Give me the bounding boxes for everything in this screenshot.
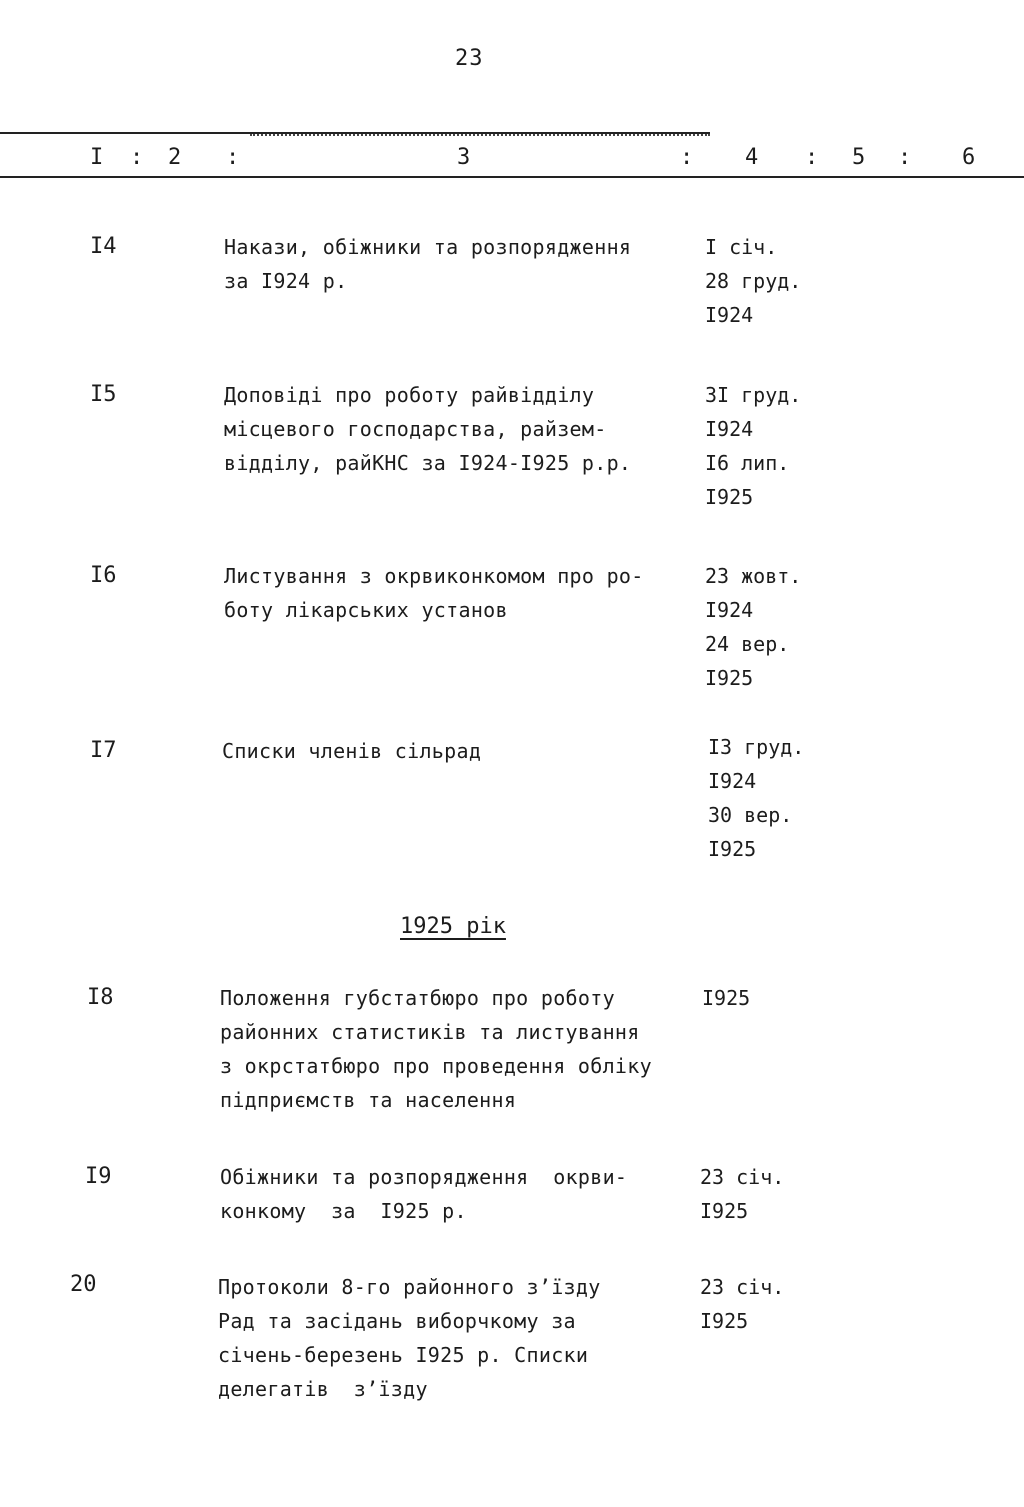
date-line: I6 лип. bbox=[705, 451, 790, 475]
title-line: січень-березень I925 р. Списки bbox=[218, 1343, 589, 1367]
title-line: боту лікарських установ bbox=[224, 598, 508, 622]
row-title bbox=[224, 230, 631, 298]
title-line: Листування з окрвиконкомом про ро- bbox=[224, 564, 644, 588]
date-line: I924 bbox=[708, 769, 757, 793]
title-line: за I924 р. bbox=[224, 269, 348, 293]
date-line: 23 жовт. bbox=[705, 564, 802, 588]
header-rule-top-dotted bbox=[250, 134, 710, 136]
row-number: I5 bbox=[90, 382, 117, 407]
date-line: I925 bbox=[708, 837, 757, 861]
header-rule-bottom bbox=[0, 176, 1024, 178]
row-title bbox=[218, 1270, 601, 1406]
date-line: I924 bbox=[705, 598, 754, 622]
row-dates bbox=[702, 981, 750, 1015]
row-dates bbox=[700, 1160, 784, 1228]
row-title bbox=[220, 981, 652, 1117]
row-number: I7 bbox=[90, 738, 117, 763]
title-line: Положення губстатбюро про роботу bbox=[220, 986, 615, 1010]
column-separator: : bbox=[805, 145, 819, 170]
date-line: I924 bbox=[705, 417, 754, 441]
title-line: Списки членів сільрад bbox=[222, 739, 482, 763]
title-line: Обіжники та розпорядження окрви- bbox=[220, 1165, 628, 1189]
date-line: I3 груд. bbox=[708, 735, 805, 759]
row-number: I8 bbox=[87, 985, 114, 1010]
column-header-4: 4 bbox=[745, 145, 759, 170]
date-line: I924 bbox=[705, 303, 754, 327]
date-line: I925 bbox=[700, 1309, 749, 1333]
column-header-2: 2 bbox=[168, 145, 182, 170]
row-dates bbox=[705, 230, 801, 332]
title-line: конкому за I925 р. bbox=[220, 1199, 467, 1223]
date-line: I925 bbox=[705, 485, 754, 509]
date-line: 30 вер. bbox=[708, 803, 793, 827]
title-line: відділу, райКНС за I924-I925 р.р. bbox=[224, 451, 632, 475]
column-header-5: 5 bbox=[852, 145, 866, 170]
title-line: районних статистиків та листування bbox=[220, 1020, 640, 1044]
row-number: 20 bbox=[70, 1272, 97, 1297]
column-separator: : bbox=[898, 145, 912, 170]
date-line: 23 січ. bbox=[700, 1275, 785, 1299]
date-line: I925 bbox=[700, 1199, 749, 1223]
row-dates bbox=[705, 378, 801, 514]
title-line: Рад та засідань виборчкому за bbox=[218, 1309, 576, 1333]
column-separator: : bbox=[130, 145, 144, 170]
row-dates bbox=[708, 730, 804, 866]
title-line: Накази, обіжники та розпорядження bbox=[224, 235, 632, 259]
date-line: 24 вер. bbox=[705, 632, 790, 656]
row-title bbox=[222, 734, 481, 768]
row-number: I6 bbox=[90, 563, 117, 588]
section-heading: 1925 рік bbox=[400, 914, 506, 939]
row-dates bbox=[700, 1270, 784, 1338]
column-separator: : bbox=[226, 145, 240, 170]
row-title bbox=[224, 559, 644, 627]
title-line: місцевого господарства, райзем- bbox=[224, 417, 607, 441]
row-dates bbox=[705, 559, 801, 695]
column-header-3: 3 bbox=[457, 145, 471, 170]
date-line: I січ. bbox=[705, 235, 778, 259]
row-title bbox=[220, 1160, 627, 1228]
title-line: з окрстатбюро про проведення обліку bbox=[220, 1054, 652, 1078]
date-line: I925 bbox=[705, 666, 754, 690]
column-header-6: 6 bbox=[962, 145, 976, 170]
row-number: I9 bbox=[85, 1164, 112, 1189]
date-line: I925 bbox=[702, 986, 751, 1010]
page-number: 23 bbox=[455, 46, 484, 71]
title-line: делегатів з’їзду bbox=[218, 1377, 428, 1401]
date-line: 3I груд. bbox=[705, 383, 802, 407]
row-number: I4 bbox=[90, 234, 117, 259]
row-title bbox=[224, 378, 631, 480]
title-line: підприємств та населення bbox=[220, 1088, 517, 1112]
date-line: 23 січ. bbox=[700, 1165, 785, 1189]
column-separator: : bbox=[680, 145, 694, 170]
title-line: Протоколи 8-го районного з’їзду bbox=[218, 1275, 601, 1299]
date-line: 28 груд. bbox=[705, 269, 802, 293]
column-header-1: I bbox=[90, 145, 104, 170]
title-line: Доповіді про роботу райвідділу bbox=[224, 383, 595, 407]
